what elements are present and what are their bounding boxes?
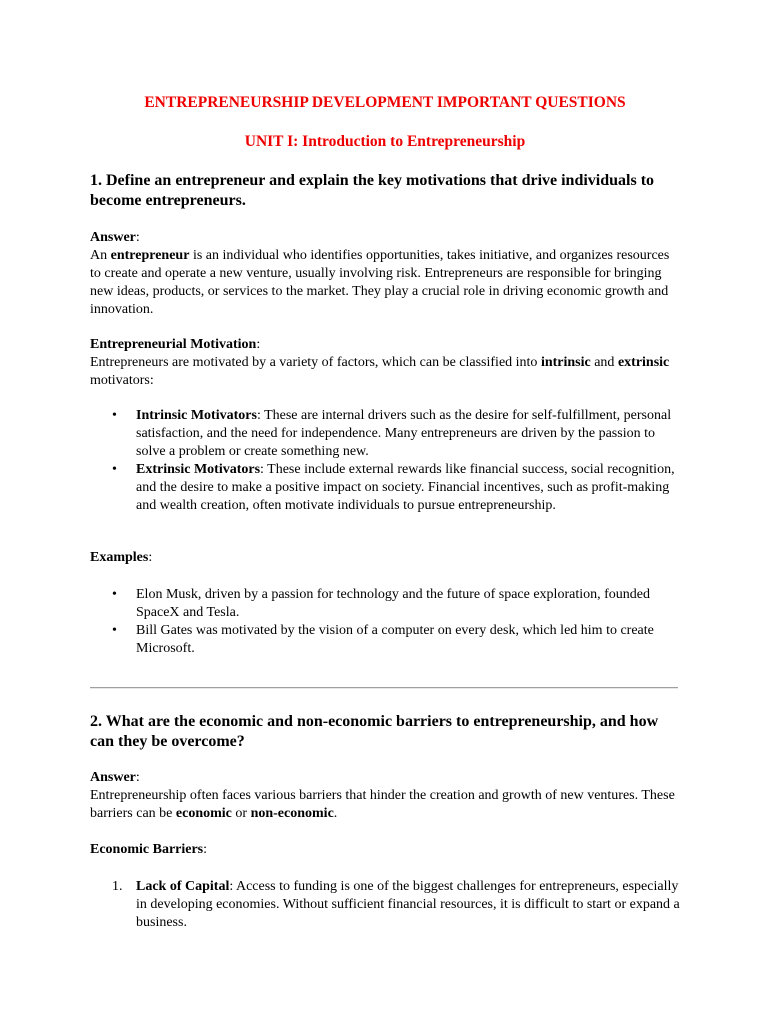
q2-answer-paragraph xyxy=(90,787,680,823)
economic-barriers-list xyxy=(90,878,680,932)
item-text: : These are internal drivers such as the desire for self-fulfillment, personal satisfaction, and the need for independence. Many entrepreneurs are driven by the passion to solve a problem or create something new. xyxy=(136,408,672,459)
examples-label xyxy=(90,549,680,567)
text-run: and xyxy=(590,355,618,370)
item-text: : Access to funding is one of the biggest challenges for entrepreneurs, especially in developing economies. Without sufficient financial resources, it is difficult to start or expand a business. xyxy=(136,879,680,930)
text-run: . xyxy=(333,806,338,821)
list-item xyxy=(90,622,680,658)
list-item xyxy=(90,878,680,932)
text-run: motivators: xyxy=(90,373,154,388)
bold-term: non-economic xyxy=(250,806,334,821)
horizontal-rule xyxy=(90,687,678,689)
document-title: ENTREPRENEURSHIP DEVELOPMENT IMPORTANT QUESTIONS xyxy=(144,94,626,111)
item-text: Elon Musk, driven by a passion for technology and the future of space exploration, founded SpaceX and Tesla. xyxy=(136,587,650,620)
bold-term: economic xyxy=(175,806,232,821)
bold-term: intrinsic xyxy=(540,355,591,370)
text-run: Entrepreneurs are motivated by a variety of factors, which can be classified into xyxy=(90,355,541,370)
bullet: • xyxy=(112,462,117,477)
list-item xyxy=(90,586,680,622)
colon: : xyxy=(203,842,208,857)
bullet: • xyxy=(112,587,117,602)
text-run: Entrepreneurship often faces various barriers that hinder the creation and growth of new ventures. These barriers can be xyxy=(90,788,675,821)
motivation-paragraph xyxy=(90,354,680,390)
list-number: 1. xyxy=(112,879,123,894)
text-run: An xyxy=(90,248,111,263)
item-text: : These include external rewards like financial success, social recognition, and the desire to make a positive impact on society. Financial incentives, such as profit-making and wealth creation, often motivate individuals to pursue entrepreneurship. xyxy=(136,462,675,513)
q2-answer-label xyxy=(90,769,680,787)
bold-term: Lack of Capital xyxy=(136,879,230,894)
answer-label: Answer xyxy=(90,230,136,245)
bold-term: Extrinsic Motivators xyxy=(136,462,261,477)
bullet: • xyxy=(112,623,117,638)
examples-list xyxy=(90,586,680,658)
unit-title: UNIT I: Introduction to Entrepreneurship xyxy=(244,133,526,150)
colon: : xyxy=(256,337,261,352)
bullet: • xyxy=(112,408,117,423)
answer-label: Answer xyxy=(90,770,136,785)
q1-answer-label xyxy=(90,229,680,247)
economic-barriers-heading: Economic Barriers xyxy=(90,842,204,857)
colon: : xyxy=(135,230,140,245)
motivation-heading: Entrepreneurial Motivation xyxy=(90,337,257,352)
q1-answer-paragraph xyxy=(90,247,680,319)
motivation-label xyxy=(90,336,680,354)
motivators-list xyxy=(90,407,680,515)
text-run: is an individual who identifies opportunities, takes initiative, and organizes resources to create and operate a new venture, usually involving risk. Entrepreneurs are responsible for bringing new ideas, products, or services to the market. They play a crucial role in driving economic growth and innovation. xyxy=(90,248,670,317)
item-text: Bill Gates was motivated by the vision of a computer on every desk, which led him to create Microsoft. xyxy=(136,623,654,656)
list-item xyxy=(90,407,680,461)
question-1-heading: 1. Define an entrepreneur and explain the key motivations that drive individuals to become entrepreneurs. xyxy=(90,172,655,209)
text-run: or xyxy=(231,806,251,821)
bold-term: Intrinsic Motivators xyxy=(136,408,257,423)
list-item xyxy=(90,461,680,515)
colon: : xyxy=(148,550,153,565)
colon: : xyxy=(135,770,140,785)
examples-heading: Examples xyxy=(90,550,149,565)
bold-term: extrinsic xyxy=(617,355,670,370)
question-2-heading: 2. What are the economic and non-economic barriers to entrepreneurship, and how can they be overcome? xyxy=(90,713,659,750)
bold-term: entrepreneur xyxy=(110,248,190,263)
economic-barriers-label xyxy=(90,841,680,859)
